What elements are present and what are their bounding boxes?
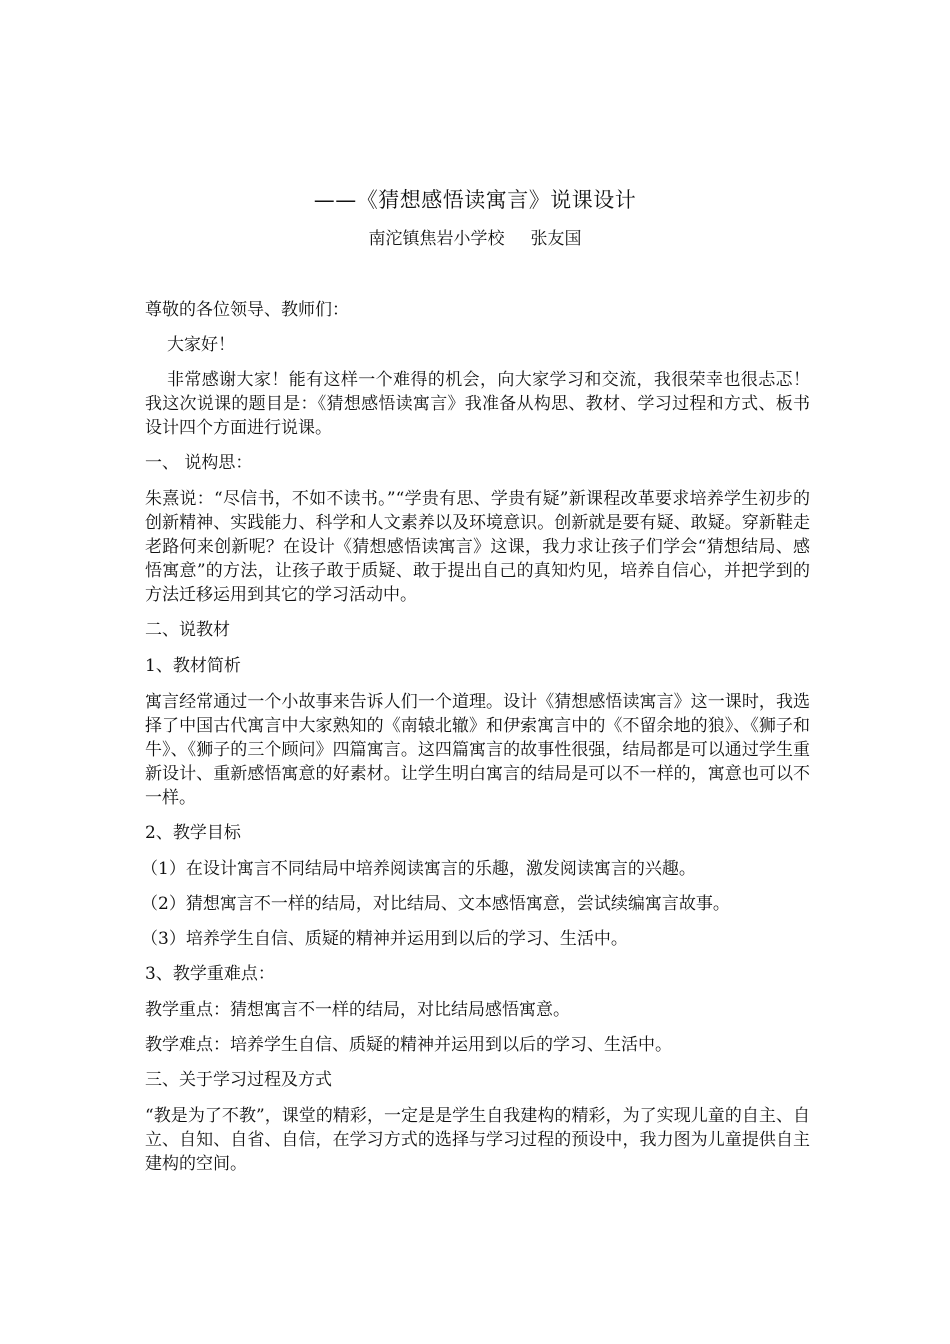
greeting: 大家好！ <box>167 335 235 355</box>
goal-item: （1）在设计寓言不同结局中培养阅读寓言的乐趣，激发阅读寓言的兴趣。 <box>141 859 696 879</box>
document-title: ——《猜想感悟读寓言》说课设计 <box>313 188 637 212</box>
school-name: 南沱镇焦岩小学校 <box>368 229 505 249</box>
concept-paragraph: 朱熹说：“尽信书，不如不读书。”“学贵有思、学贵有疑”新课程改革要求培养学生初步的创新精神、实践能力、科学和人文素养以及环境意识。创新就是要有疑、敢疑。穿新鞋走老路何来创新呢？在设计《猜想感悟读寓言》这课，我力求让孩子们学会“猜想结局、感悟寓意”的方法，让孩子敢于质疑、敢于提出自己的真知灼见，培养自信心，并把学到的方法迁移运用到其它的学习活动中。 <box>145 489 810 605</box>
salutation: 尊敬的各位领导、教师们： <box>145 300 349 320</box>
goal-item: （3）培养学生自信、质疑的精神并运用到以后的学习、生活中。 <box>141 929 628 949</box>
intro-paragraph: 非常感谢大家！能有这样一个难得的机会，向大家学习和交流，我很荣幸也很忐忑！我这次说课的题目是：《猜想感悟读寓言》我准备从构思、教材、学习过程和方式、板书设计四个方面进行说课。 <box>145 370 810 438</box>
author-name: 张友国 <box>530 229 582 249</box>
subheading-material-analysis: 1、教材简析 <box>145 656 241 676</box>
section-heading-material: 二、说教材 <box>145 620 230 640</box>
document-body <box>141 298 810 1187</box>
subheading-teaching-goals: 2、教学目标 <box>145 823 241 843</box>
section-heading-learning-process: 三、关于学习过程及方式 <box>145 1070 332 1090</box>
subheading-key-difficult-points: 3、教学重难点： <box>145 964 275 984</box>
material-paragraph: 寓言经常通过一个小故事来告诉人们一个道理。设计《猜想感悟读寓言》这一课时，我选择了中国古代寓言中大家熟知的《南辕北辙》和伊索寓言中的《不留余地的狼》、《狮子和牛》、《狮子的三个顾问》四篇寓言。这四篇寓言的故事性很强，结局都是可以通过学生重新设计、重新感悟寓意的好素材。让学生明白寓言的结局是可以不一样的，寓意也可以不一样。 <box>145 692 810 808</box>
learning-process-paragraph: “教是为了不教”，课堂的精彩，一定是是学生自我建构的精彩，为了实现儿童的自主、自立、自知、自省、自信，在学习方式的选择与学习过程的预设中，我力图为儿童提供自主建构的空间。 <box>145 1106 810 1174</box>
section-heading-concept: 一、 说构思： <box>145 453 253 473</box>
goal-item: （2）猜想寓言不一样的结局，对比结局、文本感悟寓意，尝试续编寓言故事。 <box>141 894 730 914</box>
key-point: 教学重点：猜想寓言不一样的结局，对比结局感悟寓意。 <box>145 1000 570 1020</box>
author-line <box>0 225 950 253</box>
difficult-point: 教学难点：培养学生自信、质疑的精神并运用到以后的学习、生活中。 <box>145 1035 672 1055</box>
